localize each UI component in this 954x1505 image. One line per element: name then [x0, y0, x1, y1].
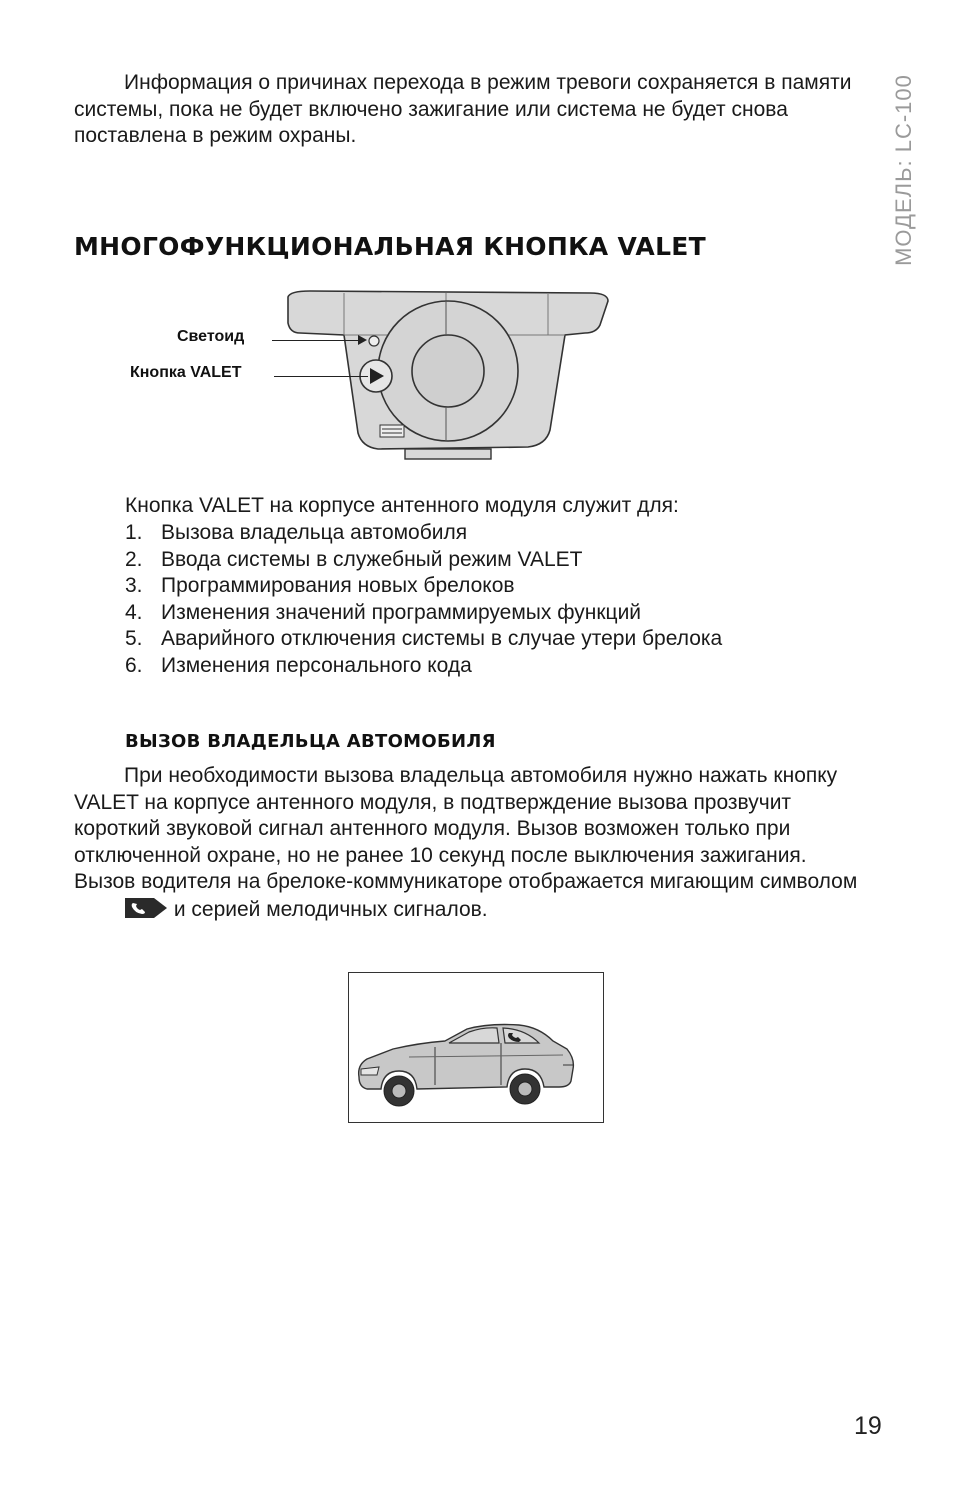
list-item: 3. Программирования новых брелоков [125, 574, 515, 597]
owner-call-text-part2: и серией мелодичных сигналов. [173, 897, 488, 921]
intro-paragraph: Информация о причинах перехода в режим тревоги сохраняется в памяти системы, пока не будет включено зажигание или система не будет снова поставлена в режим охраны. [74, 71, 852, 147]
page-number: 19 [854, 1412, 882, 1440]
model-label: МОДЕЛЬ: LC-100 [891, 74, 916, 266]
antenna-module-drawing [270, 285, 620, 465]
section-title-owner-call: ВЫЗОВ ВЛАДЕЛЬЦА АВТОМОБИЛЯ [125, 731, 496, 752]
owner-call-text-part1: При необходимости вызова владельца автомобиля нужно нажать кнопку VALET на корпусе антенного модуля, в подтверждение вызова прозвучит короткий звуковой сигнал антенного модуля. Вызов возможен только при отключенной охране, но не ранее 10 секунд после выключения зажигания. Вызов водителя на брелоке-коммуникаторе отображается мигающим символом [74, 764, 858, 893]
car-illustration [349, 973, 603, 1122]
valet-leader-line [274, 376, 368, 377]
section-title-valet: МНОГОФУНКЦИОНАЛЬНАЯ КНОПКА VALET [74, 232, 707, 261]
list-item: 4. Изменения значений программируемых функций [125, 600, 642, 624]
led-arrow-icon [358, 335, 367, 345]
list-item: 2. Ввода системы в служебный режим VALET [125, 547, 583, 571]
model-sidebar [880, 75, 928, 265]
list-item: 1. Вызова владельца автомобиля [125, 521, 468, 544]
valet-button-label: Кнопка VALET [130, 364, 242, 381]
list-item: 6. Изменения персонального кода [125, 653, 472, 677]
valet-functions-list [125, 520, 722, 679]
led-label: Светоид [177, 328, 245, 345]
list-item: 5. Аварийного отключения системы в случае утери брелока [125, 627, 723, 650]
phone-call-icon [74, 896, 168, 928]
owner-call-paragraph [74, 763, 864, 927]
antenna-module-diagram [270, 285, 620, 465]
list-intro: Кнопка VALET на корпусе антенного модуля служит для: [125, 494, 679, 517]
car-illustration-frame [348, 972, 604, 1123]
led-leader-line [272, 340, 364, 341]
